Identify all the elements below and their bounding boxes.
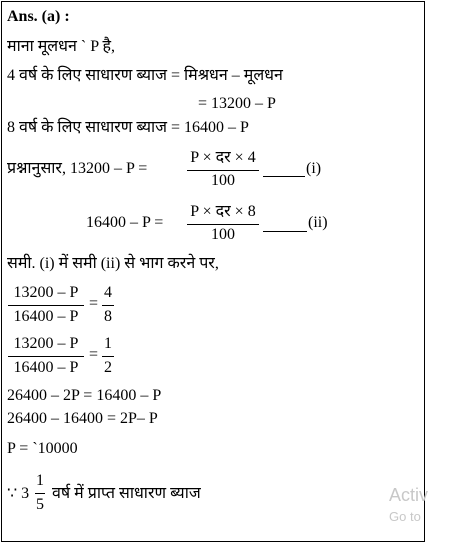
ratio-2-result-bar [102,356,114,357]
cross-multiply-line: 26400 – 2P = 16400 – P [7,387,162,404]
ratio-1-denominator: 16400 – P [13,308,79,325]
activation-watermark-subtitle: Go to [389,509,421,524]
simple-interest-4yr-result: = 13200 – P [198,95,276,112]
answer-heading: Ans. (a) : [7,8,70,25]
divide-instruction: समी. (i) में समी (ii) से भाग करने पर, [7,255,219,272]
mixed-fraction-bar [35,493,45,494]
ratio-1-result-numerator: 4 [104,284,112,301]
ratio-2-result-numerator: 1 [104,335,112,352]
equation-2-numerator: P × दर × 8 [190,203,256,220]
rearranged-line: 26400 – 16400 = 2P– P [7,410,158,427]
equation-1-numerator: P × दर × 4 [190,149,256,166]
simple-interest-4yr-line: 4 वर्ष के लिए साधारण ब्याज = मिश्रधन – मूलधन [7,67,283,84]
activation-watermark-title: Activ [389,485,429,505]
ratio-1-equals: = [89,295,99,312]
equation-2-blank [263,231,307,232]
ratio-1-numerator: 13200 – P [13,284,79,301]
assumption-line: माना मूलधन ` P है, [7,38,116,55]
simple-interest-8yr-line: 8 वर्ष के लिए साधारण ब्याज = 16400 – P [7,119,249,136]
mixed-fraction-denominator: 5 [36,496,44,513]
principal-result: P = `10000 [7,440,78,457]
ratio-2-numerator: 13200 – P [13,335,79,352]
ratio-2-equals: = [89,346,99,363]
equation-1-left: प्रश्नानुसार, 13200 – P = [7,160,148,177]
ratio-1-fraction-bar [8,305,84,306]
ratio-2-denominator: 16400 – P [13,359,79,376]
equation-1-denominator: 100 [211,172,235,189]
equation-1-blank [263,176,305,177]
ratio-1-result-bar [102,305,114,306]
ratio-1-result-denominator: 8 [104,308,112,325]
equation-2-denominator: 100 [211,226,235,243]
equation-1-fraction-bar [187,170,259,171]
ratio-2-fraction-bar [8,356,84,357]
period-interest-line: वर्ष में प्राप्त साधारण ब्याज [52,485,201,502]
equation-1-tag: (i) [306,160,322,177]
equation-2-tag: (ii) [308,214,328,231]
equation-2-left: 16400 – P = [86,214,164,231]
mixed-fraction-numerator: 1 [36,472,44,489]
because-three: ∵ 3 [7,485,30,502]
equation-2-fraction-bar [187,224,259,225]
ratio-2-result-denominator: 2 [104,359,112,376]
